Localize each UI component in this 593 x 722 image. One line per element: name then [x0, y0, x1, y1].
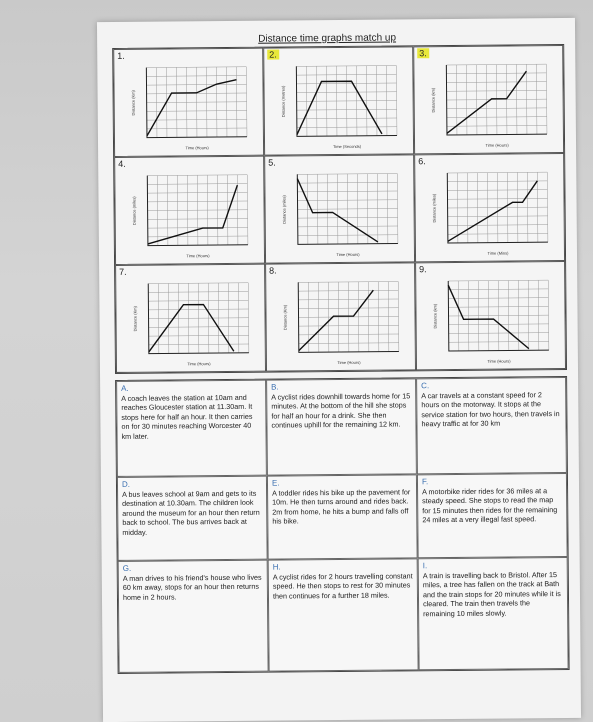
graph-cell-5: [264, 154, 415, 263]
graph-line: [146, 80, 236, 136]
x-axis-label: Time (Hours): [485, 142, 509, 148]
description-text: A coach leaves the station at 10am and reaches Gloucester station at 11.30am. It stops here for half an hour. It then carries on for 30 minutes reaching Worcester 40 km later.: [121, 392, 253, 441]
description-letter: G.: [122, 563, 132, 573]
worksheet: [97, 18, 581, 722]
graph-cell-1: [113, 48, 264, 157]
graph-cell-2: [263, 46, 414, 155]
description-letter: H.: [272, 562, 281, 572]
graph-number: 4.: [118, 158, 126, 169]
description-text: A toddler rides his bike up the pavement for 10m. He then turns around and rides back. 2m from home, he hits a bump and falls off his bike.: [272, 486, 411, 526]
description-grid: [115, 376, 570, 674]
y-axis-label: Distance (km): [430, 87, 436, 113]
description-c: [416, 377, 567, 474]
x-axis-label: Time (Hours): [487, 358, 511, 364]
graph-grid: [112, 44, 567, 374]
description-d: [117, 476, 268, 561]
description-h: [268, 558, 419, 671]
y-axis-label: Distance (Km): [282, 304, 288, 331]
graph-number: 1.: [117, 50, 125, 61]
distance-time-graph-9: [430, 272, 559, 365]
x-axis-label: Time (Mins): [487, 250, 509, 256]
y-axis-label: Distance (miles): [131, 196, 137, 226]
distance-time-graph-7: [130, 275, 259, 368]
distance-time-graph-6: [429, 164, 558, 257]
description-text: A cyclist rides for 2 hours travelling constant speed. He then stops to rest for 30 minutes then continues for a further 18 miles.: [272, 570, 413, 601]
graph-number: 5.: [268, 157, 276, 168]
graph-line: [147, 185, 238, 244]
description-letter: E.: [271, 478, 280, 488]
y-axis-label: Distance (metres): [280, 85, 286, 118]
x-axis-label: Time (Hours): [336, 251, 360, 258]
description-text: A bus leaves school at 9am and gets to its destination at 10.30am. The children look around the museum for an hour then return back to school. The bus arrives back at midday.: [122, 488, 260, 537]
graph-number: 8.: [269, 265, 277, 276]
y-axis-label: Distance (km): [432, 303, 438, 329]
distance-time-graph-1: [128, 59, 257, 152]
distance-time-graph-2: [278, 57, 407, 150]
description-letter: D.: [121, 479, 131, 489]
graph-cell-8: [265, 262, 416, 371]
description-g: [118, 560, 269, 673]
graph-line: [296, 81, 381, 135]
description-i: [418, 557, 569, 670]
description-letter: A.: [121, 383, 129, 393]
distance-time-graph-3: [428, 56, 557, 149]
description-text: A man drives to his friend's house who lives 60 km away, stops for an hour then returns home in 2 hours.: [122, 572, 262, 602]
y-axis-label: Distance (miles): [281, 195, 287, 224]
graph-cell-6: [414, 153, 565, 262]
x-axis-label: Time (Hours): [187, 361, 211, 367]
y-axis-label: Distance (Km): [130, 90, 136, 116]
graph-number: 2.: [269, 49, 277, 60]
x-axis-label: Time (Hours): [186, 253, 210, 259]
distance-time-graph-5: [279, 165, 408, 258]
y-axis-label: Distance (miles): [431, 193, 437, 223]
x-axis-label: Time (Hours): [337, 359, 361, 366]
description-text: A train is travelling back to Bristol. After 15 miles, a tree has fallen on the track at Bath and the train stops for 20 minutes while it is cleared. The train then travels the remaining 10 miles slowly.: [422, 569, 561, 619]
description-letter: I.: [422, 561, 428, 571]
x-axis-label: Time (Seconds): [332, 143, 362, 150]
graph-cell-9: [415, 261, 566, 370]
graph-number: 3.: [419, 48, 427, 59]
description-letter: C.: [421, 381, 430, 391]
description-f: [417, 473, 568, 558]
graph-number: 7.: [119, 266, 127, 277]
graph-number: 6.: [418, 156, 426, 167]
x-axis-label: Time (Hours): [185, 145, 209, 151]
description-e: [267, 474, 418, 559]
graph-cell-7: [115, 264, 266, 373]
description-text: A car travels at a constant speed for 2 hours on the motorway. It stops at the service station for two hours, then travels in heavy traffic at for 30 km: [421, 389, 560, 429]
description-letter: F.: [421, 477, 429, 487]
graph-number: 9.: [419, 264, 427, 275]
description-text: A cyclist rides downhill towards home for 15 minutes. At the bottom of the hill she stops for half an hour for a drink. She then continues uphill for the remaining 12 km.: [271, 390, 411, 430]
description-b: [266, 378, 417, 475]
y-axis-label: Distance (Km): [132, 306, 138, 332]
description-letter: B.: [271, 382, 279, 392]
distance-time-graph-4: [129, 167, 258, 260]
description-a: [116, 380, 267, 477]
description-text: A motorbike rider rides for 36 miles at a steady speed. She stops to read the map for 15 minutes then rides for the remaining 24 miles at a very illegal fast speed.: [422, 485, 558, 525]
distance-time-graph-8: [280, 273, 409, 366]
worksheet-title: Distance time graphs match up: [258, 32, 397, 45]
graph-cell-3: [413, 45, 564, 154]
graph-cell-4: [114, 156, 265, 265]
